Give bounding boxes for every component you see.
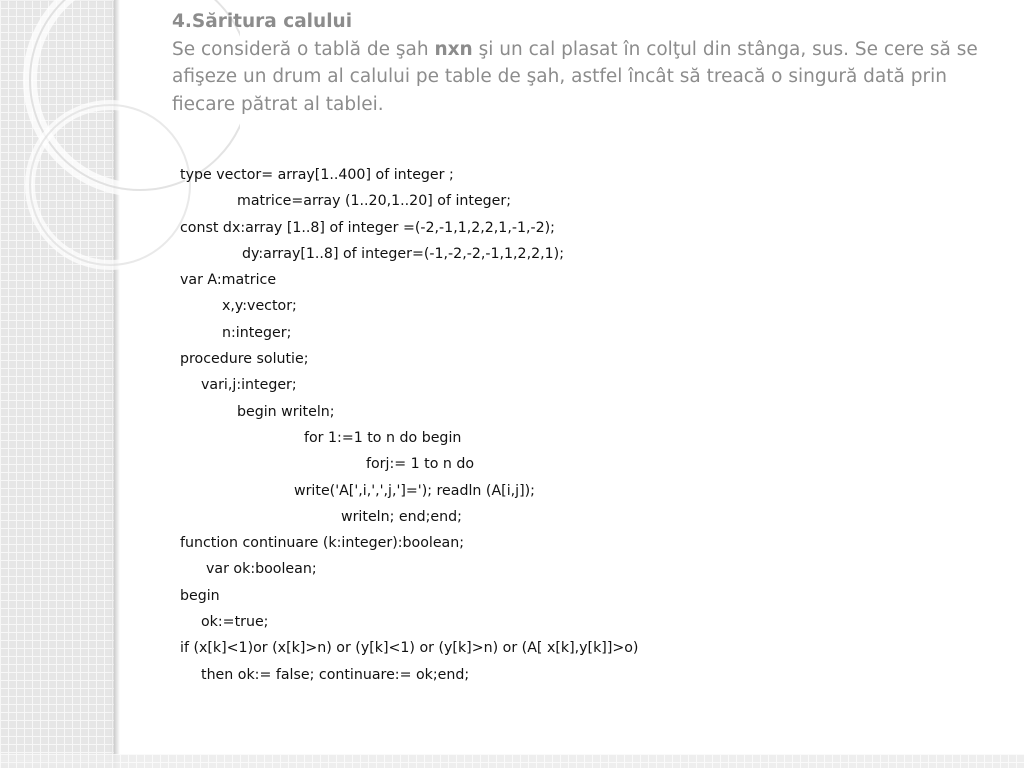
code-line: then ok:= false; continuare:= ok;end;: [201, 666, 470, 683]
code-line: var A:matrice: [180, 272, 277, 289]
slide-description: [172, 36, 1002, 119]
code-line: if (x[k]<1)or (x[k]>n) or (y[k]<1) or (y[k]>n) or (A[ x[k],y[k]]>o): [180, 640, 639, 657]
code-line: matrice=array (1..20,1..20] of integer;: [237, 193, 512, 210]
code-line: begin writeln;: [237, 403, 335, 420]
code-line: var ok:boolean;: [206, 561, 317, 578]
code-line: procedure solutie;: [180, 351, 309, 368]
description-part-2: şi un cal plasat în colţul din stânga, sus. Se cere să se afişeze un drum al calului pe table de şah, astfel încât să treacă o singură dată prin fiecare pătrat al tablei.: [172, 38, 978, 115]
code-listing: [180, 162, 1000, 688]
description-part-1: Se consideră o tablă de şah: [172, 38, 435, 60]
description-emphasis: nxn: [434, 38, 473, 60]
code-line: n:integer;: [222, 324, 292, 341]
code-line: vari,j:integer;: [201, 377, 297, 394]
code-line: begin: [180, 587, 220, 604]
decorative-bottom-strip: [0, 754, 1024, 768]
code-line: x,y:vector;: [222, 298, 297, 315]
code-line: dy:array[1..8] of integer=(-1,-2,-2,-1,1,2,2,1);: [242, 245, 564, 262]
code-line: const dx:array [1..8] of integer =(-2,-1,1,2,2,1,-1,-2);: [180, 219, 555, 236]
code-line: write('A[',i,',',j,']='); readln (A[i,j]);: [294, 482, 535, 499]
code-line: ok:=true;: [201, 614, 269, 631]
code-line: for 1:=1 to n do begin: [304, 429, 462, 446]
code-line: writeln; end;end;: [341, 508, 462, 525]
code-line: forj:= 1 to n do: [366, 456, 475, 473]
code-line: type vector= array[1..400] of integer ;: [180, 167, 454, 183]
slide-title: [172, 8, 1002, 118]
code-line: function continuare (k:integer):boolean;: [180, 535, 465, 552]
slide-heading: 4.Săritura calului: [172, 11, 353, 32]
